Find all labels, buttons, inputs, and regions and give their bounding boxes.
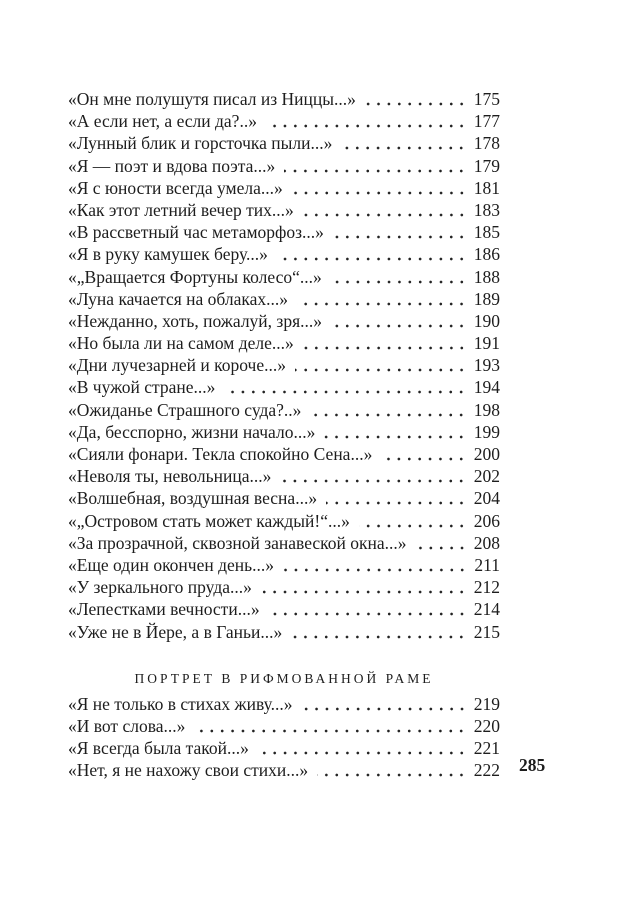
toc-entry — [68, 694, 500, 716]
toc-entry-title: «В рассветный час метаморфоз...» — [68, 222, 324, 243]
toc-entry-title: «„Вращается Фортуны колесо“...» — [68, 266, 322, 287]
toc-entry-page-number: 206 — [473, 510, 500, 531]
toc-entry-title: «Дни лучезарней и короче...» — [68, 355, 286, 376]
toc-entry-title: «Как этот летний вечер тих...» — [68, 199, 294, 220]
toc-entry-title: «А если нет, а если да?..» — [68, 111, 257, 132]
toc-entry-page-number: 208 — [473, 532, 500, 553]
toc-entry-title: «В чужой стране...» — [68, 377, 216, 398]
toc-entry — [68, 599, 500, 621]
toc-entry — [68, 133, 500, 155]
toc-entry — [68, 244, 500, 266]
toc-entry-page-number: 221 — [473, 738, 500, 759]
toc-entry-page-number: 193 — [473, 355, 500, 376]
toc-entry-page-number: 198 — [473, 399, 500, 420]
toc-entry — [68, 555, 500, 577]
toc-entry-title: «Луна качается на облаках...» — [68, 288, 288, 309]
toc-entry-page-number: 222 — [473, 760, 500, 781]
toc-entry — [68, 222, 500, 244]
toc-entry-title: «Да, бесспорно, жизни начало...» — [68, 421, 316, 442]
toc-entry — [68, 738, 500, 760]
toc-entry — [68, 111, 500, 133]
toc-entry-page-number: 199 — [473, 421, 500, 442]
toc-entry-title: «Ожиданье Страшного суда?..» — [68, 399, 302, 420]
toc-entry-title: «Нет, я не нахожу свои стихи...» — [68, 760, 309, 781]
table-of-contents — [68, 89, 500, 782]
toc-entry-page-number: 179 — [473, 155, 500, 176]
toc-entry — [68, 622, 500, 644]
toc-entry-title: «Я с юности всегда умела...» — [68, 177, 283, 198]
toc-entry-title: «Он мне полушутя писал из Ниццы...» — [68, 89, 356, 109]
toc-entry — [68, 355, 500, 377]
toc-entry-page-number: 220 — [473, 715, 500, 736]
toc-section-heading: ПОРТРЕТ В РИФМОВАННОЙ РАМЕ — [134, 670, 434, 686]
toc-entry-page-number: 185 — [473, 222, 500, 243]
toc-entry — [68, 400, 500, 422]
toc-entry — [68, 760, 500, 782]
toc-entry — [68, 311, 500, 333]
toc-entry-page-number: 215 — [473, 621, 500, 642]
toc-entry-page-number: 183 — [473, 199, 500, 220]
toc-entry-title: «„Островом стать может каждый!“...» — [68, 510, 350, 531]
toc-entry — [68, 267, 500, 289]
toc-entry-title: «У зеркального пруда...» — [68, 577, 252, 598]
toc-entry — [68, 422, 500, 444]
toc-entry-page-number: 175 — [473, 89, 500, 109]
toc-entry-title: «Я — поэт и вдова поэта...» — [68, 155, 276, 176]
toc-entry-page-number: 188 — [473, 266, 500, 287]
toc-entry-page-number: 189 — [473, 288, 500, 309]
toc-entry-page-number: 212 — [473, 577, 500, 598]
toc-entry — [68, 716, 500, 738]
toc-entry-title: «Лунный блик и горсточка пыли...» — [68, 133, 333, 154]
toc-entry-page-number: 178 — [473, 133, 500, 154]
page-number-folio: 285 — [519, 755, 546, 775]
toc-entry-page-number: 177 — [473, 111, 500, 132]
toc-entry-page-number: 219 — [473, 693, 500, 714]
toc-entry — [68, 289, 500, 311]
toc-entry-page-number: 181 — [473, 177, 500, 198]
toc-entry-title: «Я не только в стихах живу...» — [68, 693, 293, 714]
toc-entry — [68, 178, 500, 200]
toc-entry-page-number: 190 — [473, 310, 500, 331]
toc-entry — [68, 377, 500, 399]
toc-entry-title: «Но была ли на самом деле...» — [68, 333, 294, 354]
toc-entry-title: «За прозрачной, сквозной занавеской окна...» — [68, 532, 407, 553]
toc-entry-title: «Уже не в Йере, а в Ганьи...» — [68, 621, 283, 642]
toc-entry-page-number: 214 — [473, 599, 500, 620]
toc-entry-page-number: 204 — [473, 488, 500, 509]
toc-entry-page-number: 211 — [474, 554, 500, 575]
toc-entry-title: «Волшебная, воздушная весна...» — [68, 488, 318, 509]
toc-entry-page-number: 194 — [473, 377, 500, 398]
toc-entry-page-number: 200 — [473, 444, 500, 464]
toc-entry — [68, 89, 500, 111]
toc-entry-title: «Неволя ты, невольница...» — [68, 466, 272, 487]
toc-entry-page-number: 186 — [473, 244, 500, 265]
toc-entry-title: «Я в руку камушек беру...» — [68, 244, 268, 265]
toc-entry — [68, 466, 500, 488]
toc-entry-title: «Я всегда была такой...» — [68, 738, 249, 759]
toc-entry-page-number: 202 — [473, 466, 500, 487]
toc-entry — [68, 444, 500, 466]
toc-entry — [68, 200, 500, 222]
toc-entry — [68, 533, 500, 555]
toc-entry — [68, 333, 500, 355]
toc-entry — [68, 488, 500, 510]
toc-entry — [68, 156, 500, 178]
toc-entry-page-number: 191 — [473, 333, 500, 354]
toc-entry-title: «Еще один окончен день...» — [68, 554, 274, 575]
toc-entry-title: «Сияли фонари. Текла спокойно Сена...» — [68, 444, 373, 464]
toc-entry — [68, 511, 500, 533]
toc-entry-title: «Нежданно, хоть, пожалуй, зря...» — [68, 310, 323, 331]
toc-entry-title: «Лепестками вечности...» — [68, 599, 260, 620]
toc-entry — [68, 577, 500, 599]
toc-entry-title: «И вот слова...» — [68, 715, 186, 736]
